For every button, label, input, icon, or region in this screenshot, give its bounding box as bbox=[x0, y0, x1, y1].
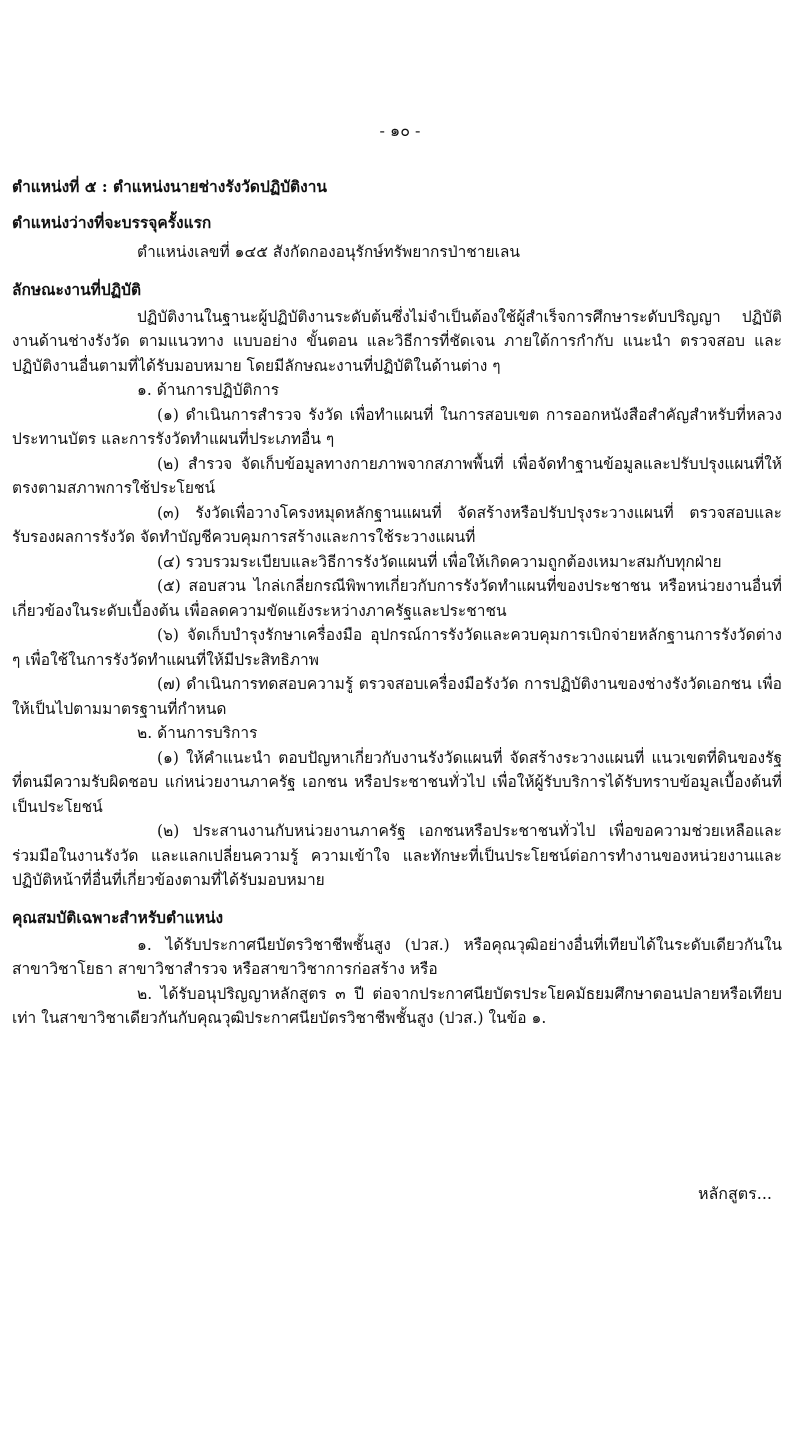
qualifications-heading: คุณสมบัติเฉพาะสำหรับตำแหน่ง bbox=[12, 907, 224, 927]
vacancy-heading: ตำแหน่งว่างที่จะบรรจุครั้งแรก bbox=[12, 213, 212, 232]
duty-item: (๒) สำรวจ จัดเก็บข้อมูลทางกายภาพจากสภาพพื้นที่ เพื่อจัดทำฐานข้อมูลและปรับปรุงแผนที่ให้ตรงตามสภาพการใช้ประโยชน์ bbox=[12, 454, 782, 497]
duty-section-service-title: ๒. ด้านการบริการ bbox=[137, 724, 258, 742]
qualification-item: ๑. ได้รับประกาศนียบัตรวิชาชีพชั้นสูง (ปวส.) หรือคุณวุฒิอย่างอื่นที่เทียบได้ในระดับเดียวกันในสาขาวิชาโยธา สาขาวิชาสำรวจ หรือสาขาวิชาการก่อสร้าง หรือ bbox=[12, 935, 782, 978]
duty-item: (๗) ดำเนินการทดสอบความรู้ ตรวจสอบเครื่องมือรังวัด การปฏิบัติงานของช่างรังวัดเอกชน เพื่อให้เป็นไปตามมาตรฐานที่กำหนด bbox=[12, 675, 782, 718]
document-body bbox=[12, 176, 782, 1031]
duty-item: (๓) รังวัดเพื่อวางโครงหมุดหลักฐานแผนที่ จัดสร้างหรือปรับปรุงระวางแผนที่ ตรวจสอบและรับรองผลการรังวัด จัดทำบัญชีควบคุมการสร้างและการใช้ระวางแผนที่ bbox=[12, 503, 782, 546]
duty-item: (๖) จัดเก็บบำรุงรักษาเครื่องมือ อุปกรณ์การรังวัดและควบคุมการเบิกจ่ายหลักฐานการรังวัดต่าง ๆ เพื่อใช้ในการรังวัดทำแผนที่ให้มีประสิทธิภาพ bbox=[12, 626, 782, 669]
continuation-note: หลักสูตร... bbox=[697, 1184, 772, 1203]
duties-intro: ปฏิบัติงานในฐานะผู้ปฏิบัติงานระดับต้นซึ่งไม่จำเป็นต้องใช้ผู้สำเร็จการศึกษาระดับปริญญา ปฏิบัติงานด้านช่างรังวัด ตามแนวทาง แบบอย่าง ขั้นตอน และวิธีการที่ชัดเจน ภายใต้การกำกับ แนะนำ ตรวจสอบ และปฏิบัติงานอื่นตามที่ได้รับมอบหมาย โดยมีลักษณะงานที่ปฏิบัติในด้านต่าง ๆ bbox=[12, 307, 782, 375]
page-number: - ๑๐ - bbox=[379, 121, 421, 140]
position-title: ตำแหน่งที่ ๕ : ตำแหน่งนายช่างรังวัดปฏิบัติงาน bbox=[12, 177, 327, 196]
vacancy-detail: ตำแหน่งเลขที่ ๑๔๕ สังกัดกองอนุรักษ์ทรัพยากรป่าชายเลน bbox=[137, 243, 520, 261]
duty-item: (๑) ดำเนินการสำรวจ รังวัด เพื่อทำแผนที่ ในการสอบเขต การออกหนังสือสำคัญสำหรับที่หลวง ประทานบัตร และการรังวัดทำแผนที่ประเภทอื่น ๆ bbox=[12, 405, 782, 448]
duties-heading: ลักษณะงานที่ปฏิบัติ bbox=[12, 279, 142, 299]
duty-section-operations-title: ๑. ด้านการปฏิบัติการ bbox=[137, 381, 280, 399]
duty-item: (๒) ประสานงานกับหน่วยงานภาครัฐ เอกชนหรือประชาชนทั่วไป เพื่อขอความช่วยเหลือและร่วมมือในงานรังวัด และแลกเปลี่ยนความรู้ ความเข้าใจ และทักษะที่เป็นประโยชน์ต่อการทำงานของหน่วยงานและปฏิบัติหน้าที่อื่นที่เกี่ยวข้องตามที่ได้รับมอบหมาย bbox=[12, 822, 782, 889]
qualification-item: ๒. ได้รับอนุปริญญาหลักสูตร ๓ ปี ต่อจากประกาศนียบัตรประโยคมัธยมศึกษาตอนปลายหรือเทียบเท่า ในสาขาวิชาเดียวกันกับคุณวุฒิประกาศนียบัตรวิชาชีพชั้นสูง (ปวส.) ในข้อ ๑. bbox=[12, 984, 782, 1027]
duty-item: (๑) ให้คำแนะนำ ตอบปัญหาเกี่ยวกับงานรังวัดแผนที่ จัดสร้างระวางแผนที่ แนวเขตที่ดินของรัฐที่ตนมีความรับผิดชอบ แก่หน่วยงานภาครัฐ เอกชน หรือประชาชนทั่วไป เพื่อให้ผู้รับบริการได้รับทราบข้อมูลเบื้องต้นที่เป็นประโยชน์ bbox=[12, 748, 782, 816]
duty-item: (๔) รวบรวมระเบียบและวิธีการรังวัดแผนที่ เพื่อให้เกิดความถูกต้องเหมาะสมกับทุกฝ่าย bbox=[157, 552, 722, 571]
duty-item: (๕) สอบสวน ไกล่เกลี่ยกรณีพิพาทเกี่ยวกับการรังวัดทำแผนที่ของประชาชน หรือหน่วยงานอื่นที่เกี่ยวข้องในระดับเบื้องต้น เพื่อลดความขัดแย้งระหว่างภาครัฐและประชาชน bbox=[12, 577, 782, 620]
